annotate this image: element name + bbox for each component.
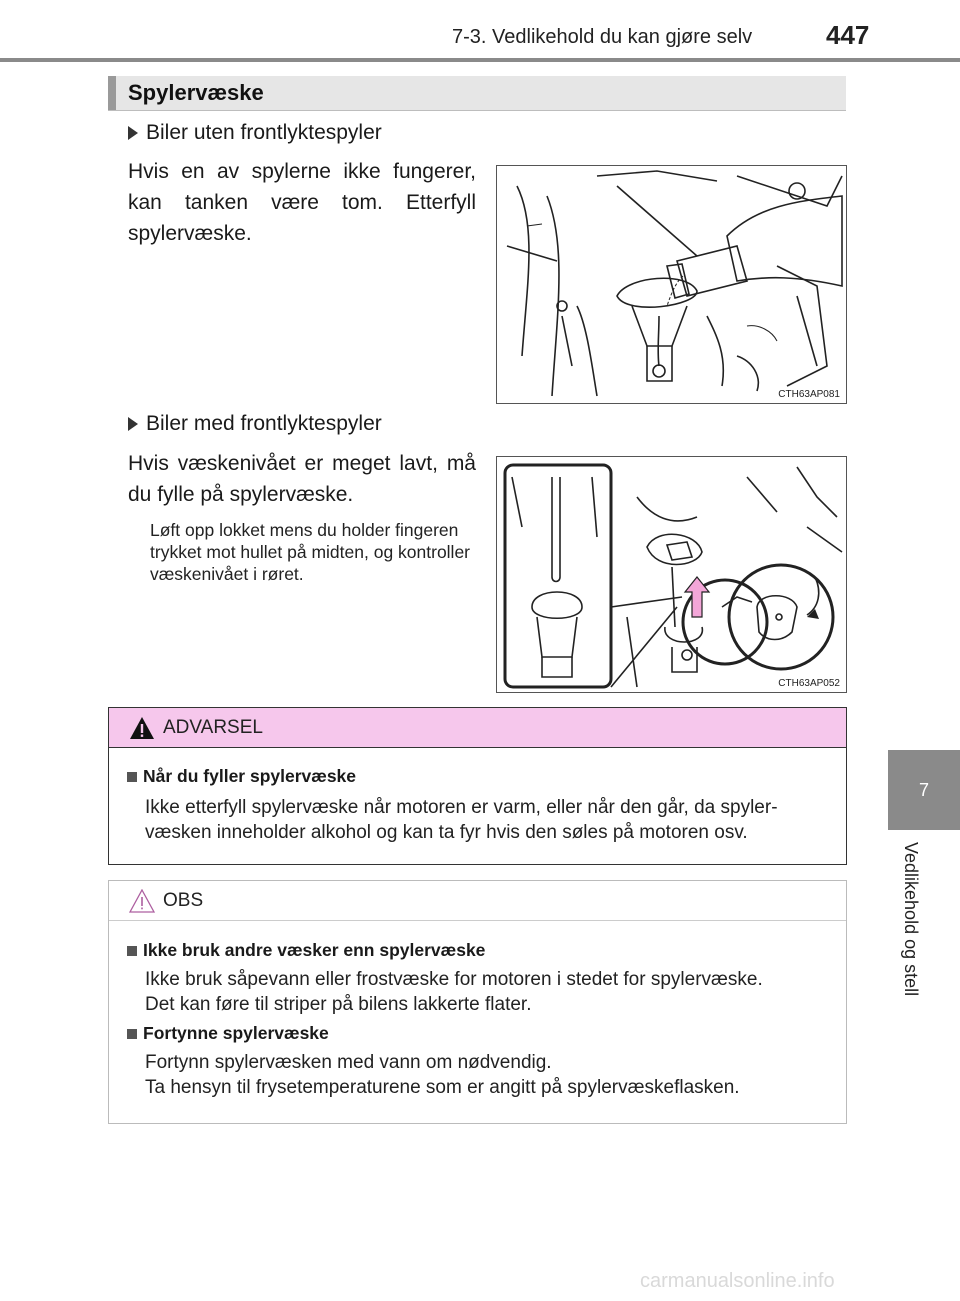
notice-item-title-text: Fortynne spylervæske [143, 1023, 329, 1043]
figure-refill-washer-fluid [496, 165, 847, 404]
figure-check-fluid-level [496, 456, 847, 693]
notice-box [108, 880, 847, 1124]
subheading-label: Biler med frontlyktespyler [146, 412, 382, 435]
section-underline [108, 110, 846, 111]
chapter-number: 7 [918, 779, 929, 800]
note-lift-cap: Løft opp lokket mens du holder fingeren trykket mot hullet på midten, og kontroller væskenivået i røret. [150, 520, 471, 584]
warning-box [108, 707, 847, 865]
paragraph-with-headlamp-washer: Hvis væskenivået er meget lavt, må du fylle på spylervæske. [128, 452, 476, 506]
warning-item-title [127, 766, 356, 787]
triangle-right-icon [128, 126, 138, 140]
section-title: Spylervæske [128, 80, 264, 105]
subheading-label: Biler uten frontlyktespyler [146, 121, 382, 144]
warning-title: ADVARSEL [163, 716, 263, 738]
section-heading-bar [108, 76, 846, 110]
square-bullet-icon [127, 946, 137, 956]
notice-triangle-icon [129, 889, 155, 913]
chapter-tab [888, 750, 960, 830]
chapter-side-label: Vedlikehold og stell [901, 842, 921, 997]
notice-item-line: Det kan føre til striper på bilens lakkerte flater. [145, 994, 532, 1015]
notice-item-title-text: Ikke bruk andre væsker enn spylervæske [143, 940, 486, 960]
notice-item-line: Ta hensyn til frysetemperaturene som er angitt på spylervæskeflasken. [145, 1077, 740, 1098]
triangle-right-icon [128, 417, 138, 431]
warning-item-line: væsken inneholder alkohol og kan ta fyr hvis den søles på motoren osv. [145, 822, 748, 843]
notice-item-title [127, 1023, 329, 1044]
warning-triangle-icon [129, 716, 155, 740]
square-bullet-icon [127, 1029, 137, 1039]
running-header: 7-3. Vedlikehold du kan gjøre selv [452, 26, 753, 48]
paragraph-without-headlamp-washer: Hvis en av spylerne ikke fungerer, kan tanken være tom. Etterfyll spylervæske. [128, 160, 476, 245]
notice-item-line: Fortynn spylervæsken med vann om nødvendig. [145, 1052, 552, 1073]
illustration-pouring-fluid [497, 166, 847, 404]
notice-item-title [127, 940, 485, 961]
figure-code: CTH63AP052 [778, 678, 840, 689]
subheading-with-headlamp-washer [128, 412, 382, 436]
page-number: 447 [826, 20, 870, 50]
subheading-without-headlamp-washer [128, 121, 382, 145]
illustration-check-level [497, 457, 847, 693]
figure-code: CTH63AP081 [778, 389, 840, 400]
header-rule [0, 58, 960, 62]
watermark: carmanualsonline.info [640, 1270, 835, 1292]
notice-header [109, 881, 846, 921]
warning-header [109, 708, 846, 748]
notice-title: OBS [163, 889, 204, 911]
warning-item-line: Ikke etterfyll spylervæske når motoren er varm, eller når den går, da spyler- [145, 797, 778, 818]
warning-item-title-text: Når du fyller spylervæske [143, 766, 357, 786]
square-bullet-icon [127, 772, 137, 782]
notice-item-line: Ikke bruk såpevann eller frostvæske for motoren i stedet for spylervæske. [145, 969, 763, 990]
